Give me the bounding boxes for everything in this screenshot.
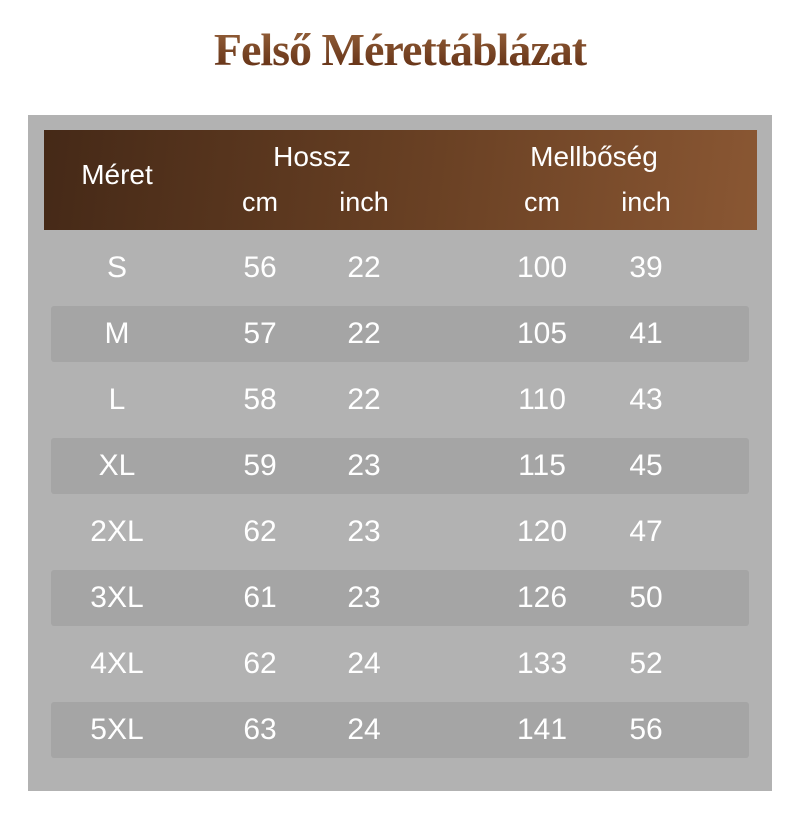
bust-inch-cell: 50: [629, 581, 663, 614]
bust-cm-cell: 110: [518, 383, 566, 416]
table-row: [51, 636, 749, 692]
size-cell: S: [106, 251, 127, 284]
table-row: [51, 240, 749, 296]
length-cm-cell: 62: [243, 515, 277, 548]
bust-cm-cell: 133: [516, 647, 568, 680]
table-body: [51, 240, 749, 758]
bust-cm-cell: 105: [516, 317, 568, 350]
bust-inch-cell: 52: [629, 647, 663, 680]
column-group-bust: Mellbőség: [530, 141, 658, 172]
length-inch-cell: 22: [347, 317, 381, 350]
unit-header-bust-inch: inch: [621, 186, 671, 217]
size-cell: 3XL: [90, 581, 144, 614]
size-cell: M: [104, 317, 130, 350]
bust-inch-cell: 47: [629, 515, 663, 548]
size-chart-panel: [28, 115, 772, 791]
bust-cm-cell: 100: [516, 251, 568, 284]
bust-inch-cell: 41: [629, 317, 663, 350]
length-inch-cell: 24: [347, 647, 381, 680]
bust-cm-cell: 141: [516, 713, 568, 746]
bust-cm-cell: 120: [516, 515, 568, 548]
length-cm-cell: 58: [243, 383, 277, 416]
length-inch-cell: 24: [347, 713, 381, 746]
bust-cm-cell: 126: [516, 581, 568, 614]
bust-inch-cell: 43: [629, 383, 663, 416]
column-group-length: Hossz: [273, 141, 351, 172]
length-inch-cell: 23: [347, 515, 381, 548]
table-header: [44, 130, 757, 230]
length-cm-cell: 56: [243, 251, 277, 284]
bust-inch-cell: 45: [629, 449, 663, 482]
length-cm-cell: 63: [243, 713, 277, 746]
bust-inch-cell: 39: [629, 251, 663, 284]
table-row: [51, 438, 749, 494]
length-inch-cell: 22: [347, 251, 381, 284]
unit-header-bust-cm: cm: [524, 186, 560, 217]
table-row: [51, 306, 749, 362]
table-row: [51, 570, 749, 626]
length-cm-cell: 59: [243, 449, 277, 482]
table-row: [51, 702, 749, 758]
table-row: [51, 372, 749, 428]
table-row: [51, 504, 749, 560]
size-cell: XL: [98, 449, 136, 482]
length-inch-cell: 23: [347, 581, 381, 614]
unit-header-length-inch: inch: [339, 186, 389, 217]
page-title: Felső Mérettáblázat: [0, 22, 800, 77]
size-cell: 2XL: [90, 515, 144, 548]
length-cm-cell: 62: [243, 647, 277, 680]
column-header-size: Méret: [81, 159, 153, 190]
bust-cm-cell: 115: [518, 449, 566, 482]
length-cm-cell: 61: [243, 581, 277, 614]
length-inch-cell: 22: [347, 383, 381, 416]
length-inch-cell: 23: [347, 449, 381, 482]
size-cell: 4XL: [90, 647, 144, 680]
size-cell: L: [108, 383, 126, 416]
bust-inch-cell: 56: [629, 713, 663, 746]
unit-header-length-cm: cm: [242, 186, 278, 217]
length-cm-cell: 57: [243, 317, 277, 350]
size-cell: 5XL: [90, 713, 144, 746]
